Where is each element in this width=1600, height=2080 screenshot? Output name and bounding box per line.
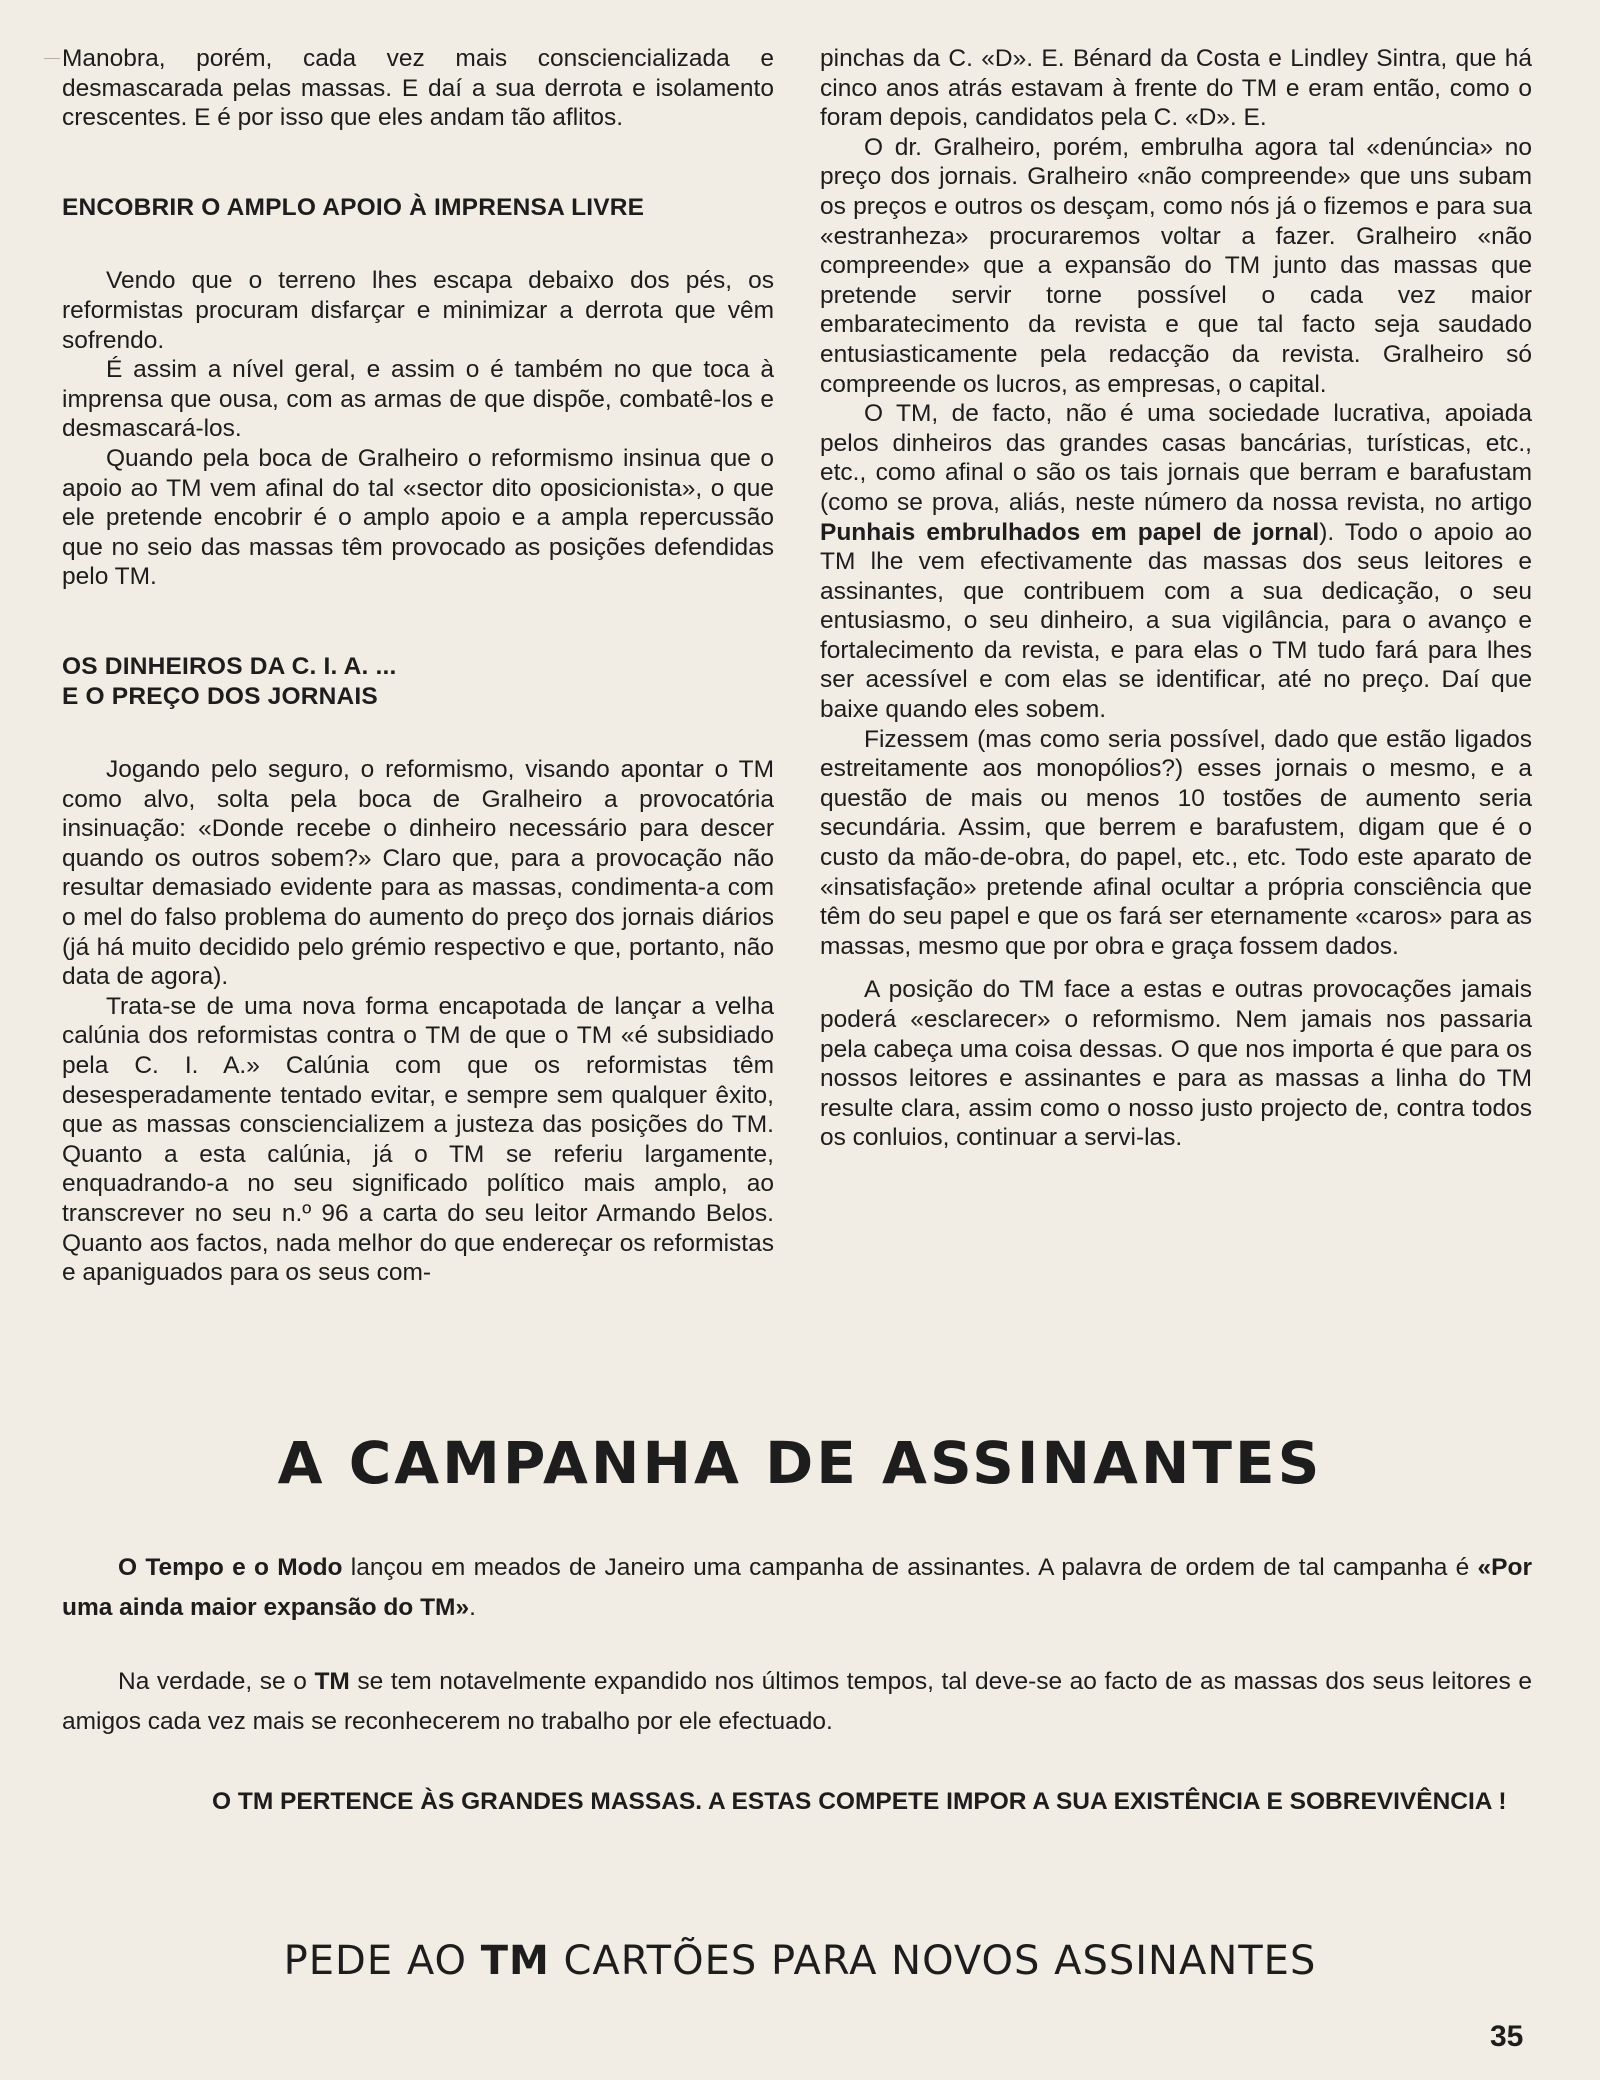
- subscriber-cards-cta: [0, 1938, 1600, 1984]
- right-paragraph-4: Fizessem (mas como seria possível, dado que estão ligados estreitamente aos monopólios?) esses jornais o mesmo, e a questão de mais ou menos 10 tostões de aumento seria secundária. Assim, que berrem e barafustem, digam que é o custo da mão-de-obra, do papel, etc., etc. Todo este aparato de «insatisfação» pretende afinal ocultar a própria consciência que têm do seu papel e que os fará ser eternamente «caros» para as massas, mesmo que por obra e graça fossem dados.: [820, 725, 1532, 960]
- right-paragraph-3-start: O TM, de facto, não é uma sociedade lucrativa, apoiada pelos dinheiros das grandes casas bancárias, turísticas, etc., etc., como afinal o são os tais jornais que berram e barafustam (como se prova, aliás, neste número da nossa revista, no artigo: [820, 400, 1532, 516]
- left-paragraph-3: É assim a nível geral, e assim o é também no que toca à imprensa que ousa, com as armas de que dispõe, combatê-los e desmascará-los.: [62, 356, 774, 443]
- article-reference: Punhais embrulhados em papel de jornal: [820, 518, 1320, 546]
- cta-end: CARTÕES PARA NOVOS ASSINANTES: [549, 1938, 1317, 1984]
- cta-start: PEDE AO: [283, 1938, 481, 1984]
- campaign-paragraph-2-end: se tem notavelmente expandido nos últimos tempos, tal deve-se ao facto de as massas dos seus leitores e amigos cada vez mais se reconhecerem no trabalho por ele efectuado.: [62, 1668, 1532, 1735]
- campaign-title: A CAMPANHA DE ASSINANTES: [277, 1429, 1323, 1497]
- campaign-slogan: «Por uma ainda maior expansão do TM»: [62, 1554, 1532, 1621]
- cta-tm: TM: [480, 1938, 550, 1984]
- right-paragraph-2: O dr. Gralheiro, porém, embrulha agora tal «denúncia» no preço dos jornais. Gralheiro «não compreende» que uns subam os preços e outros os desçam, como nós já o fizemos e para sua «estranheza» procuraremos voltar a fazer. Gralheiro «não compreende» que a expansão do TM junto das massas que pretende servir torne possível o cada vez maior embaratecimento da revista e que tal facto seja saudado entusiasticamente pela redacção da revista. Gralheiro só compreende os lucros, as empresas, o capital.: [820, 133, 1532, 398]
- campaign-paragraph-2: [62, 1662, 1532, 1742]
- left-paragraph-1: Manobra, porém, cada vez mais consciencializada e desmascarada pelas massas. E daí a sua derrota e isolamento crescentes. E é por isso que eles andam tão aflitos.: [62, 45, 774, 132]
- campaign-paragraph-1: [62, 1548, 1532, 1628]
- heading-dinheiros-line-2: E O PREÇO DOS JORNAIS: [62, 682, 378, 710]
- tm-abbrev: TM: [314, 1668, 350, 1695]
- magazine-name: O Tempo e o Modo: [118, 1554, 343, 1581]
- right-paragraph-1: pinchas da C. «D». E. Bénard da Costa e Lindley Sintra, que há cinco anos atrás estavam à frente do TM e eram então, como o foram depois, candidatos pela C. «D». E.: [820, 45, 1532, 132]
- right-paragraph-3-end: ). Todo o apoio ao TM lhe vem efectivamente das massas dos seus leitores e assinantes, que contribuem com a sua dedicação, o seu entusiasmo, o seu dinheiro, a sua vigilância, para o avanço e fortalecimento da revista, e para elas o TM tudo fará para lhes ser acessível e com elas se identificar, até no preço. Daí que baixe quando eles sobem.: [820, 518, 1533, 724]
- right-paragraph-3: [820, 399, 1532, 725]
- campaign-paragraph-1-end: .: [469, 1594, 476, 1621]
- left-paragraph-6: Trata-se de uma nova forma encapotada de lançar a velha calúnia dos reformistas contra o TM de que o TM «é subsidiado pela C. I. A.» Calúnia com que os reformistas têm desesperadamente tentado evitar, e sempre sem qualquer êxito, que as massas consciencializem a justeza das posições do TM. Quanto a esta calúnia, já o TM se referiu largamente, enquadrando-a no seu significado político mais amplo, ao transcrever no seu n.º 96 a carta do seu leitor Armando Belos. Quanto aos factos, nada melhor do que endereçar os reformistas e apaniguados para os seus com-: [62, 992, 774, 1287]
- heading-dinheiros-line-1: OS DINHEIROS DA C. I. A. ...: [62, 652, 397, 680]
- campaign-statement: O TM PERTENCE ÀS GRANDES MASSAS. A ESTAS COMPETE IMPOR A SUA EXISTÊNCIA E SOBREVIVÊNCIA !: [212, 1788, 1507, 1815]
- heading-encobrir: ENCOBRIR O AMPLO APOIO À IMPRENSA LIVRE: [62, 193, 645, 221]
- left-paragraph-5: Jogando pelo seguro, o reformismo, visando apontar o TM como alvo, solta pela boca de Gralheiro a provocatória insinuação: «Donde recebe o dinheiro necessário para descer quando os outros sobem?» Claro que, para a provocação não resultar demasiado evidente para as massas, condimenta-a com o mel do falso problema do aumento do preço dos jornais diários (já há muito decidido pelo grémio respectivo e que, portanto, não data de agora).: [62, 756, 774, 991]
- campaign-paragraph-3: [62, 1782, 1532, 1822]
- right-paragraph-5: A posição do TM face a estas e outras provocações jamais poderá «esclarecer» o reformismo. Nem jamais nos passaria pela cabeça uma coisa dessas. O que nos importa é que para os nossos leitores e assinantes e para as massas a linha do TM resulte clara, assim como o nosso justo projecto de, contra todos os conluios, continuar a servi-las.: [820, 976, 1532, 1152]
- margin-mark: [44, 58, 60, 59]
- right-column: [820, 44, 1532, 1153]
- left-paragraph-4: Quando pela boca de Gralheiro o reformismo insinua que o apoio ao TM vem afinal do tal «sector dito oposicionista», o que ele pretende encobrir é o amplo apoio e a ampla repercussão que no seio das massas têm provocado as posições defendidas pelo TM.: [62, 444, 774, 591]
- campaign-paragraph-1-mid: lançou em meados de Janeiro uma campanha de assinantes. A palavra de ordem de tal campanha é: [342, 1554, 1478, 1581]
- left-paragraph-2: Vendo que o terreno lhes escapa debaixo dos pés, os reformistas procuram disfarçar e minimizar a derrota que vêm sofrendo.: [62, 267, 774, 354]
- campaign-paragraph-2-start: Na verdade, se o: [118, 1668, 315, 1695]
- left-column: [62, 44, 774, 1288]
- page-number: 35: [1490, 2020, 1524, 2053]
